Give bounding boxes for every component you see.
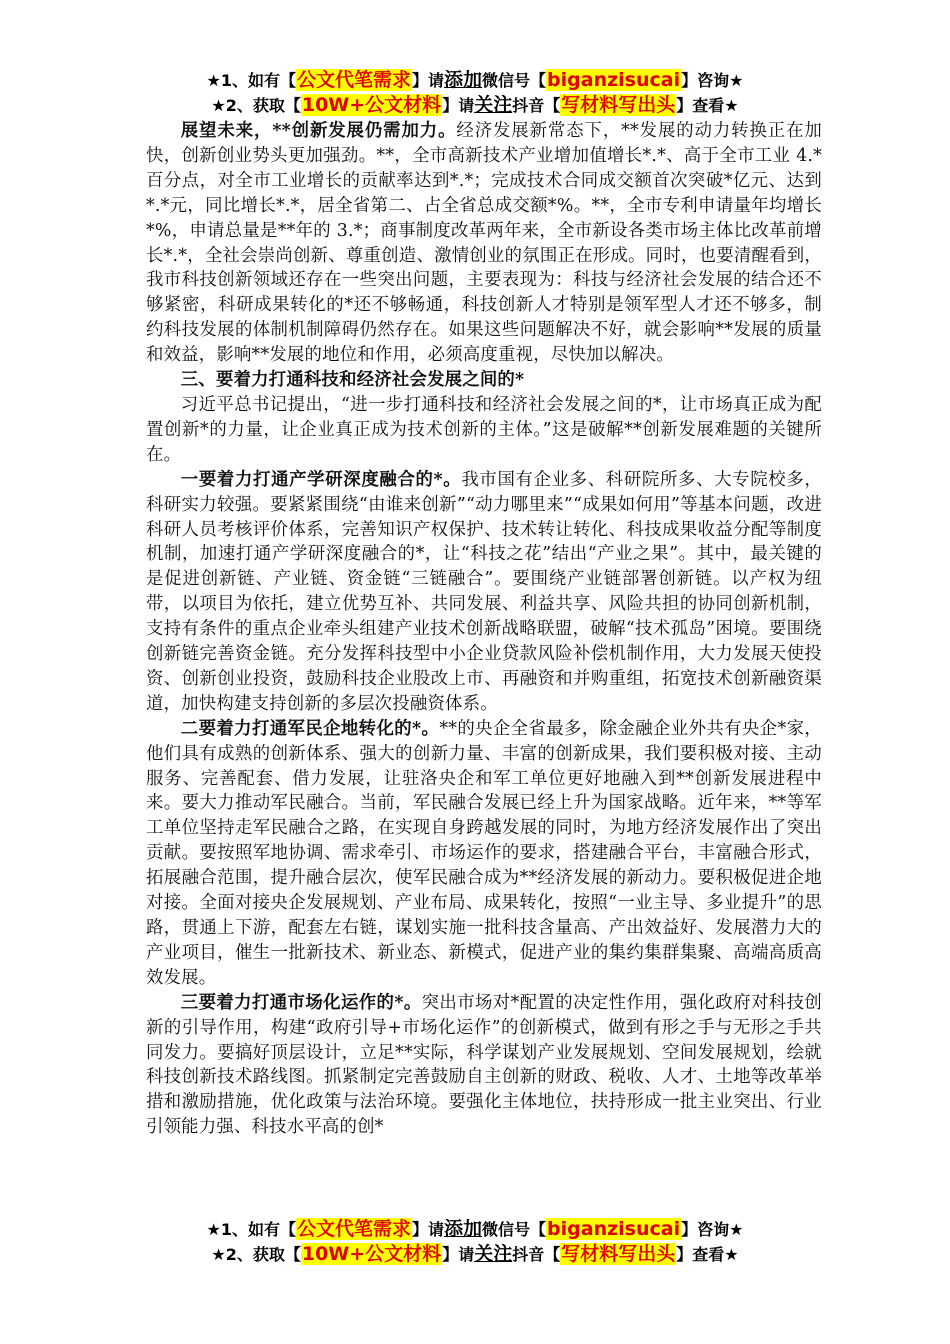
banner-bottom-line-1 — [0, 1218, 950, 1241]
paragraph-text: 习近平总书记提出，“进一步打通科技和经济社会发展之间的*，让市场真正成为配置创新*的力量，让企业真正成为技术创新的主体。”这是破解**创新发展难题的关键所在。 — [146, 394, 822, 465]
paragraph-text: 我市国有企业多、科研院所多、大专院校多，科研实力较强。要紧紧围绕“由谁来创新”“动力哪里来”“成果如何用”等基本问题，改进科研人员考核评价体系，完善知识产权保护、技术转让转化、科技成果收益分配等制度机制，加速打通产学研深度融合的*，让“科技之花”结出“产业之果”。其中，最关键的是促进创新链、产业链、资金链“三链融合”。要围绕产业链部署创新链。以产权为纽带，以项目为依托，建立优势互补、共同发展、利益共享、风险共担的协同创新机制，支持有条件的重点企业牵头组建产业技术创新战略联盟，破解“技术孤岛”困境。要围绕创新链完善资金链。充分发挥科技型中小企业贷款风险补偿机制作用，大力发展天使投资、创新创业投资，鼓励科技企业股改上市、再融资和并购重组，拓宽技术创新融资渠道，加快构建支持创新的多层次投融资体系。 — [146, 469, 822, 714]
banner-text: 】查看★ — [676, 96, 739, 115]
banner-text: 抖音【 — [512, 1245, 561, 1264]
paragraph-text: 经济发展新常态下，**发展的动力转换正在加快，创新创业势头更加强劲。**，全市高新技术产业增加值增长*.*、高于全市工业 4.*百分点，对全市工业增长的贡献率达到*.*；完成技术合同成交额首次突破*亿元、达到*.*元，同比增长*.*，居全省第二、占全省总成交额*%。**，全市专利申请量年均增长*%，申请总量是**年的 3.*；商事制度改革两年来，全市新设各类市场主体比改革前增长*.*，全社会崇尚创新、尊重创造、激情创业的氛围正在形成。同时，也要清醒看到，我市科技创新领域还存在一些突出问题，主要表现为：科技与经济社会发展的结合还不够紧密，科研成果转化的*还不够畅通，科技创新人才特别是领军型人才还不够多，制约科技发展的体制机制障碍仍然存在。如果这些问题解决不好，就会影响**发展的质量和效益，影响**发展的地位和作用，必须高度重视，尽快加以解决。 — [146, 121, 823, 366]
underlined-word: 关注 — [474, 1243, 513, 1265]
banner-text: 】请 — [412, 1220, 445, 1239]
banner-text: ★2、获取【 — [211, 96, 301, 115]
highlight-douyin-id: 写材料写出头 — [561, 1243, 676, 1265]
paragraph-lead: 展望未来，**创新发展仍需加力。 — [180, 121, 457, 141]
banner-text: ★1、如有【 — [206, 1220, 296, 1239]
banner-text: 微信号【 — [482, 71, 547, 90]
highlight-service: 公文代笔需求 — [296, 1218, 411, 1240]
banner-text: 抖音【 — [512, 96, 561, 115]
paragraph-outlook — [146, 119, 822, 368]
highlight-wechat-id: biganzisucai — [547, 69, 681, 91]
banner-text: 】请 — [442, 1245, 475, 1264]
paragraph-lead: 二要着力打通军民企地转化的*。 — [180, 718, 440, 739]
banner-text: ★2、获取【 — [211, 1245, 301, 1264]
paragraph-lead: 三要着力打通市场化运作的*。 — [180, 992, 422, 1013]
paragraph-point-3 — [146, 991, 822, 1140]
paragraph-point-1 — [146, 468, 822, 717]
banner-text: 微信号【 — [482, 1220, 547, 1239]
paragraph-text: **的央企全省最多，除金融企业外共有央企*家，他们具有成熟的创新体系、强大的创新力量、丰富的创新成果，我们要积极对接、主动服务、完善配套、借力发展，让驻洛央企和军工单位更好地融入到**创新发展进程中来。要大力推动军民融合。当前，军民融合发展已经上升为国家战略。近年来，**等军工单位坚持走军民融合之路，在实现自身跨越发展的同时，为地方经济发展作出了突出贡献。要按照军地协调、需求牵引、市场运作的要求，搭建融合平台，丰富融合形式，拓展融合范围，提升融合层次，使军民融合成为**经济发展的新动力。要积极促进企地对接。全面对接央企发展规划、产业布局、成果转化，按照“一业主导、多业提升”的思路，贯通上下游，配套左右链，谋划实施一批科技含量高、产出效益好、发展潜力大的产业项目，催生一批新技术、新业态、新模式，促进产业的集约集群集聚、高端高质高效发展。 — [146, 718, 822, 988]
paragraph-text: 突出市场对*配置的决定性作用，强化政府对科技创新的引导作用，构建“政府引导+市场化运作”的创新模式，做到有形之手与无形之手共同发力。要搞好顶层设计，立足**实际，科学谋划产业发展规划、空间发展规划，绘就科技创新技术路线图。抓紧制定完善鼓励自主创新的财政、税收、人才、土地等改革举措和激励措施，优化政策与法治环境。要强化主体地位，扶持形成一批主业突出、行业引领能力强、科技水平高的创* — [146, 992, 822, 1138]
banner-text: ★1、如有【 — [206, 71, 296, 90]
highlight-materials: 10W+公文材料 — [301, 1243, 442, 1265]
paragraph-quote — [146, 393, 822, 468]
banner-text: 】请 — [412, 71, 445, 90]
highlight-service: 公文代笔需求 — [296, 69, 411, 91]
section-heading: 三、要着力打通科技和经济社会发展之间的* — [180, 370, 525, 391]
banner-text: 】咨询★ — [681, 71, 744, 90]
document-body — [146, 119, 822, 1140]
underlined-word: 添加 — [444, 69, 483, 91]
paragraph-lead: 一要着力打通产学研深度融合的*。 — [180, 469, 462, 490]
highlight-materials: 10W+公文材料 — [301, 94, 442, 116]
banner-text: 】请 — [442, 96, 475, 115]
paragraph-point-2 — [146, 717, 822, 991]
banner-text: 】查看★ — [676, 1245, 739, 1264]
highlight-wechat-id: biganzisucai — [547, 1218, 681, 1240]
underlined-word: 关注 — [474, 94, 513, 116]
banner-top-line-2 — [0, 94, 950, 117]
banner-text: 】咨询★ — [681, 1220, 744, 1239]
banner-top-line-1 — [0, 69, 950, 92]
underlined-word: 添加 — [444, 1218, 483, 1240]
banner-bottom-line-2 — [0, 1243, 950, 1266]
highlight-douyin-id: 写材料写出头 — [561, 94, 676, 116]
